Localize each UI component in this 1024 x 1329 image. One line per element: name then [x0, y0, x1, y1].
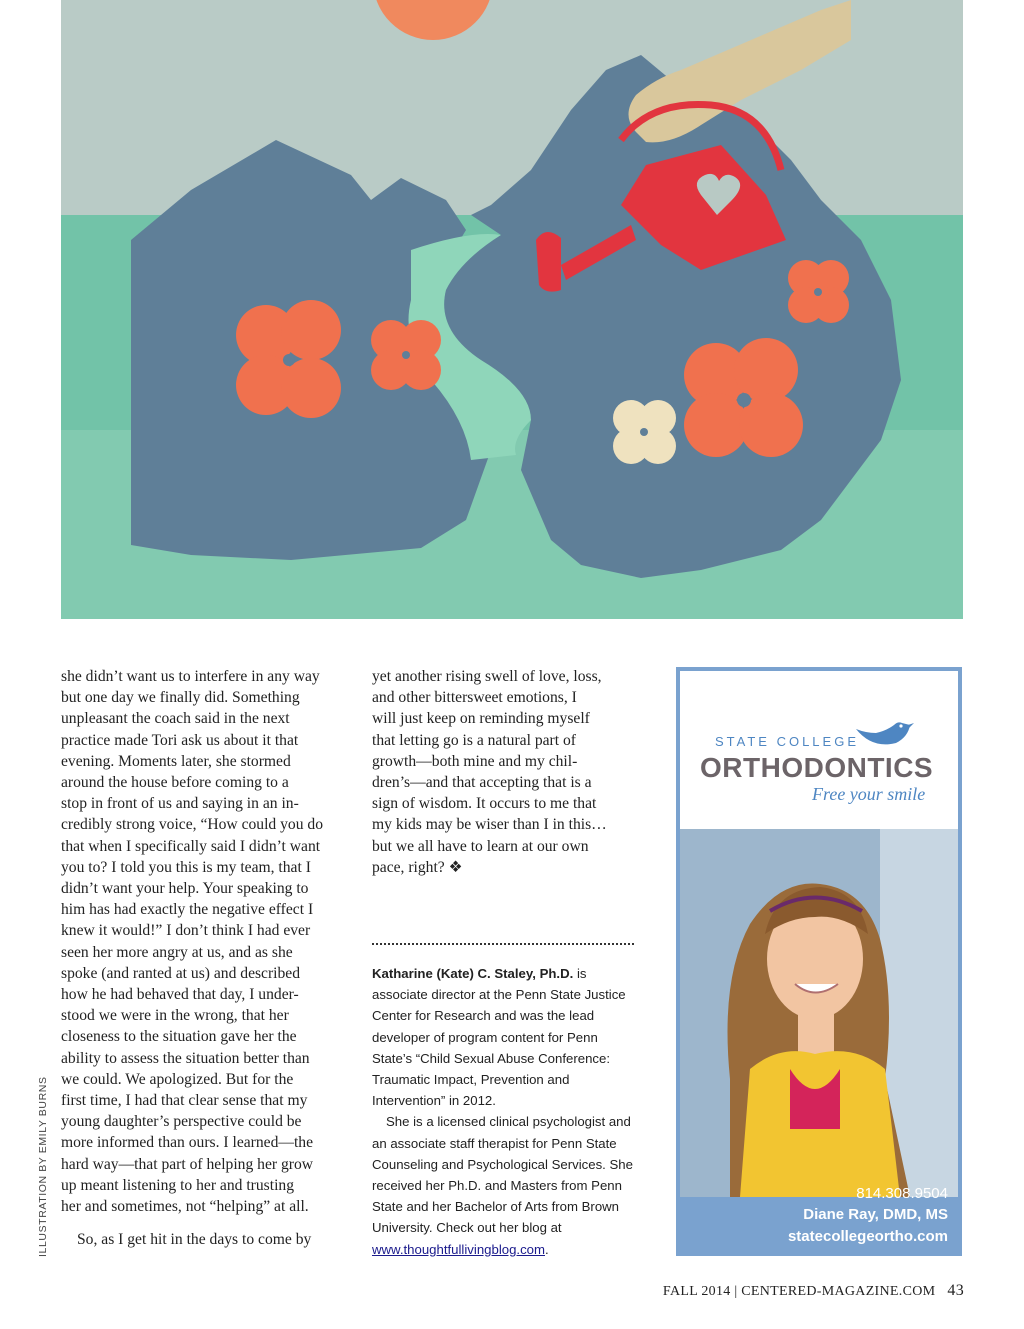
ad-website[interactable]: statecollegeortho.com — [787, 1228, 948, 1245]
page-number: 43 — [947, 1282, 964, 1299]
article-paragraph: she didn’t want us to interfere in any way but one day we finally did. Something unpleasant the coach said in the next practice made Tori ask us about it that evening. Moments later, she stormed around the house before coming to a stop in front of us and saying in an in- credibly strong voice, “How could you do that when I specifically said I didn’t want you to? I told you this is my team, that I didn’t want your help. Your speaking to him has had exactly the negative effect I knew it would!” I don’t think I had ever seen her more angry at us, and as she spoke (and ranted at us) and described how he had behaved that day, I under- stood we were in the wrong, that her closeness to the situation gave her the ability to assess the situation better than we could. We apologized. But for the first time, I had that clear sense that my young daughter’s perspective could be more informed than ours. I learned—the hard way—that part of helping her grow up meant listening to her and trusting her and sometimes, not “helping” at all. — [61, 668, 324, 1216]
issue-info: FALL 2014 | CENTERED-MAGAZINE.COM — [662, 1284, 936, 1299]
illustration-credit: ILLUSTRATION BY EMILY BURNS — [37, 1076, 49, 1257]
article-column-2 — [372, 666, 638, 878]
author-bio — [372, 963, 638, 1260]
dotted-divider — [372, 943, 634, 945]
bio-paragraph-2 — [372, 1111, 638, 1259]
bio-text-end: . — [545, 1241, 549, 1257]
article-column-1 — [61, 666, 345, 1250]
bird-logo-icon — [852, 719, 914, 753]
orthodontics-ad[interactable] — [676, 667, 962, 1256]
blog-link[interactable]: www.thoughtfullivingblog.com — [372, 1241, 545, 1257]
article-paragraph: So, as I get hit in the days to come by — [77, 1231, 312, 1249]
bio-text: is associate director at the Penn State Justice Center for Research and was the lead developer of program content for Penn State’s “Child Sexual Abuse Conference: Traumatic Impact, Prevention and Intervention” in 2012. — [372, 966, 626, 1109]
ad-photo — [680, 829, 958, 1197]
bio-paragraph-1 — [372, 963, 638, 1111]
ad-tagline: Free your smile — [812, 784, 926, 804]
page-footer — [663, 1282, 964, 1300]
bio-text: She is a licensed clinical psychologist and an associate staff therapist for Penn State Counseling and Psychological Services. She received her Ph.D. and Masters from Penn State and her Bachelor of Arts from Brown University. Check out her blog at — [372, 1114, 633, 1236]
article-illustration — [61, 0, 963, 619]
ad-logo-panel — [680, 671, 958, 829]
article-paragraph: yet another rising swell of love, loss, and other bittersweet emotions, I will just keep on reminding myself that letting go is a natural part of growth—both mine and my chil- dren’s—and that accepting that is a sign of wisdom. It occurs to me that my kids may be wiser than I in this… but we all have to learn at our own pace, right? ❖ — [372, 668, 607, 876]
ad-doctor: Diane Ray, DMD, MS — [803, 1206, 948, 1223]
ad-phone: 814.308.9504 — [856, 1185, 948, 1202]
author-name: Katharine (Kate) C. Staley, Ph.D. — [372, 966, 574, 981]
ad-brand: ORTHODONTICS — [700, 752, 934, 783]
ad-brand-top: STATE COLLEGE — [715, 734, 859, 749]
